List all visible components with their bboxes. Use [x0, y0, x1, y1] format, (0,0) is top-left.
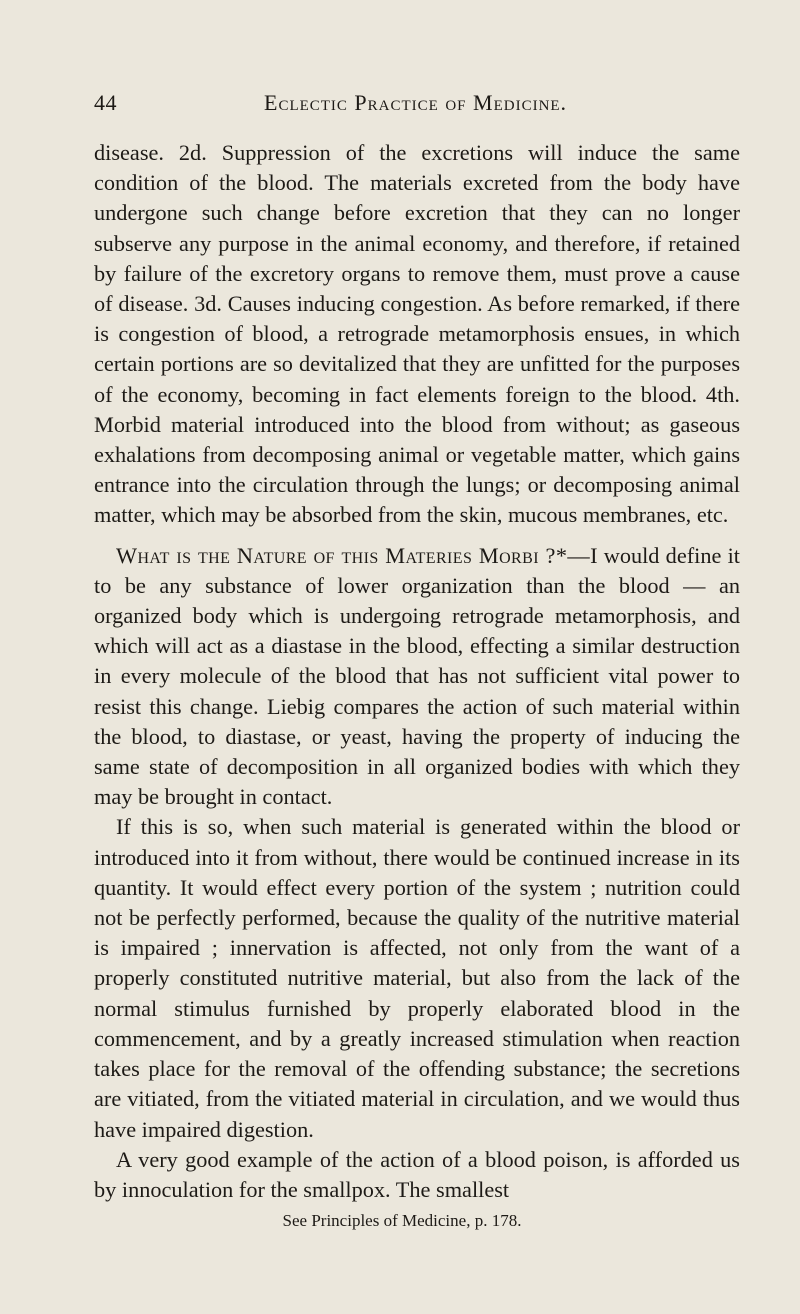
body-text [94, 138, 740, 1205]
paragraph-causes: disease. 2d. Suppression of the excretions will induce the same condition of the blood. The materials excreted from the body have undergone such change before excretion that they can no longer subserve any purpose in the animal economy, and therefore, if retained by failure of the excretory organs to remove them, must prove a cause of disease. 3d. Causes inducing congestion. As before remarked, if there is congestion of blood, a retrograde metamorphosis ensues, in which certain portions are so devitalized that they are unfitted for the purposes of the economy, becoming in fact elements foreign to the blood. 4th. Morbid material introduced into the blood from without; as gaseous exhalations from decomposing animal or vegetable matter, which gains entrance into the circulation through the lungs; or decomposing animal matter, which may be absorbed from the skin, mucous membranes, etc. [94, 140, 740, 528]
running-head [94, 88, 740, 118]
section-heading: What is the Nature of this Materies Morbi ?*— [116, 542, 591, 568]
paragraph-materies-morbi [94, 541, 740, 813]
paragraph-smallpox: A very good example of the action of a blood poison, is afforded us by innoculation for the smallpox. The smallest [94, 1146, 740, 1202]
footnote: See Principles of Medicine, p. 178. [282, 1211, 522, 1231]
running-title: Eclectic Practice of Medicine. [264, 90, 568, 115]
paragraph-materies-morbi-text: I would define it to be any substance of lower organization than the blood — an organized body which is undergoing retrograde metamorphosis, and which will act as a diastase in the blood, effecting a similar destruction in every molecule of the blood that has not sufficient vital power to resist this change. Liebig compares the action of such material within the blood, to diastase, or yeast, having the property of inducing the same state of decomposition in all organized bodies with which they may be brought in contact. [94, 542, 740, 810]
page-number: 44 [94, 90, 117, 115]
paragraph-effects: If this is so, when such material is generated within the blood or introduced into it from without, there would be continued increase in its quantity. It would effect every portion of the system ; nutrition could not be perfectly performed, because the quality of the nutritive material is impaired ; innervation is affected, not only from the want of a properly constituted nutritive material, but also from the lack of the normal stimulus furnished by properly elaborated blood in the commencement, and by a greatly increased stimulation when reaction takes place for the removal of the offending substance; the secretions are vitiated, from the vitiated material in circulation, and we would thus have impaired digestion. [94, 814, 740, 1142]
